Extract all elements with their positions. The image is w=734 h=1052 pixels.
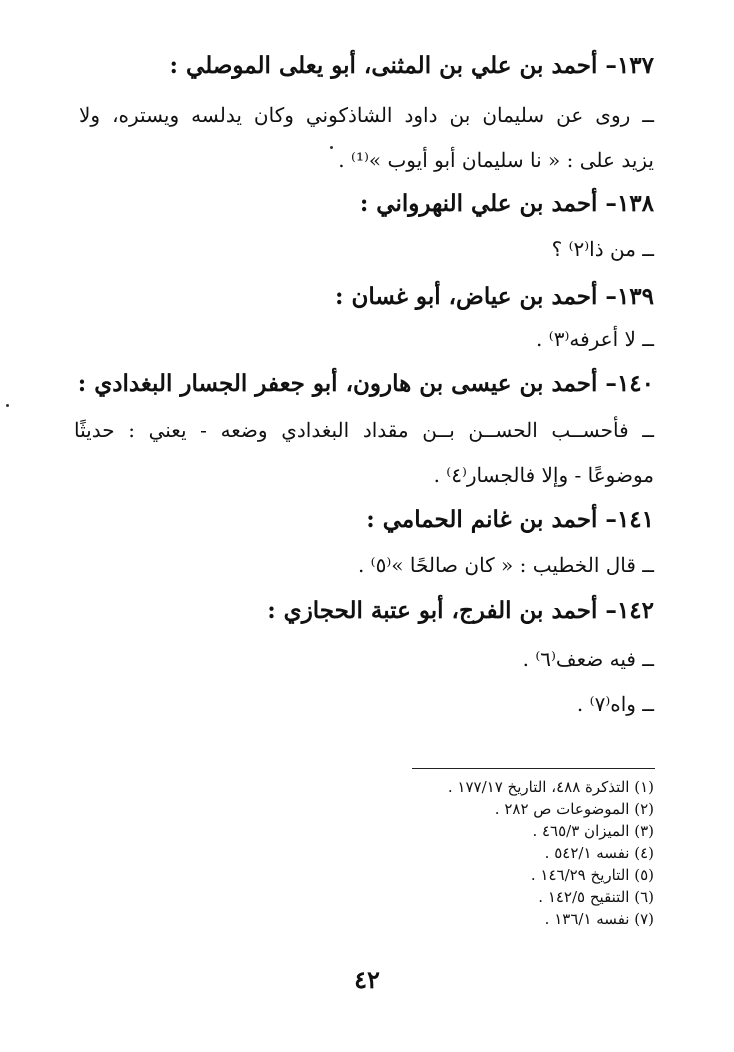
entry-heading-137: ١٣٧– أحمد بن علي بن المثنى، أبو يعلى الموصلي : xyxy=(169,52,654,79)
entry-text-140-line-1: ــ فأحســب الحســن بــن مقداد البغدادي وضعه - يعني : حديثًا xyxy=(74,418,654,442)
footnote-separator xyxy=(412,768,655,769)
entry-text-142-line-2: ــ واه⁽٧⁾ . xyxy=(576,692,654,716)
entry-heading-140: ١٤٠– أحمد بن عيسى بن هارون، أبو جعفر الجسار البغدادي : xyxy=(77,370,654,397)
entry-text-141: ــ قال الخطيب : « كان صالحًا »⁽٥⁾ . xyxy=(357,553,654,577)
entry-text-139: ــ لا أعرفه⁽٣⁾ . xyxy=(536,327,654,351)
entry-heading-141: ١٤١– أحمد بن غانم الحمامي : xyxy=(366,506,654,533)
entry-heading-142: ١٤٢– أحمد بن الفرج، أبو عتبة الحجازي : xyxy=(267,597,654,624)
footnote-3: (٣) الميزان ٤٦٥/٣ . xyxy=(532,822,654,840)
entry-text-137-line-1: ــ روى عن سليمان بن داود الشاذكوني وكان يدلسه ويستره، ولا xyxy=(79,103,654,127)
footnote-1: (١) التذكرة ٤٨٨، التاريخ ١٧٧/١٧ . xyxy=(447,778,654,796)
entry-text-140-line-2: موضوعًا - وإلا فالجسار⁽٤⁾ . xyxy=(433,463,654,487)
entry-text-138: ــ من ذا⁽٢⁾ ؟ xyxy=(551,237,654,261)
page-number: ٤٢ xyxy=(354,965,380,994)
entry-text-142-line-1: ــ فيه ضعف⁽٦⁾ . xyxy=(522,647,654,671)
footnote-7: (٧) نفسه ١٣٦/١ . xyxy=(544,910,654,928)
footnote-4: (٤) نفسه ٥٤٢/١ . xyxy=(544,844,654,862)
entry-heading-139: ١٣٩– أحمد بن عياض، أبو غسان : xyxy=(334,283,654,310)
scan-speck xyxy=(330,146,333,149)
footnote-6: (٦) التنقيح ١٤٢/٥ . xyxy=(538,888,654,906)
scan-speck xyxy=(6,404,9,407)
entry-text-137-line-2: يزيد على : « نا سليمان أبو أيوب »⁽¹⁾ . xyxy=(338,148,654,172)
footnote-5: (٥) التاريخ ١٤٦/٢٩ . xyxy=(530,866,654,884)
footnote-2: (٢) الموضوعات ص ٢٨٢ . xyxy=(494,800,654,818)
entry-heading-138: ١٣٨– أحمد بن علي النهرواني : xyxy=(359,190,654,217)
